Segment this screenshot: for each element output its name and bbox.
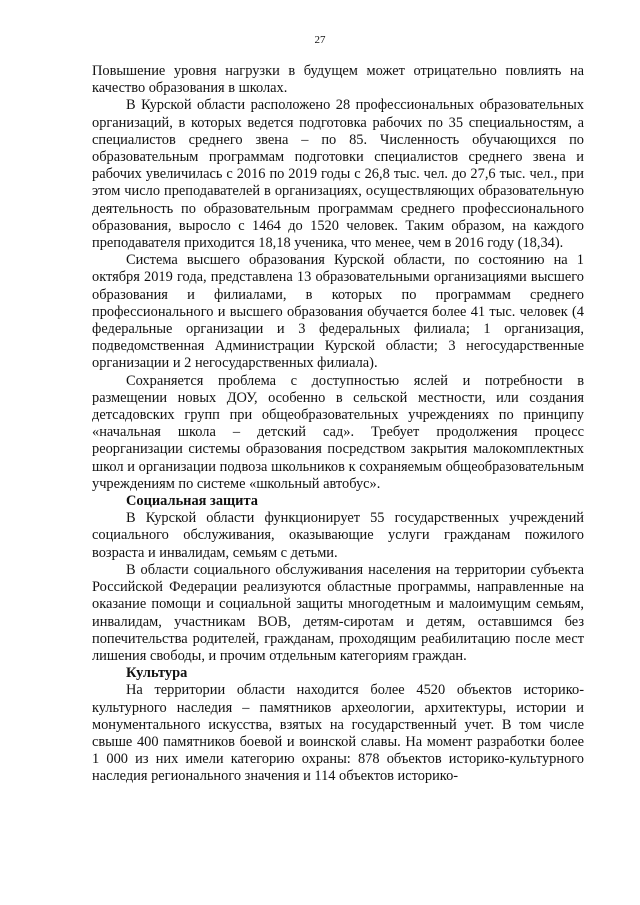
paragraph-education-load: Повышение уровня нагрузки в будущем может отрицательно повлиять на качество образования в школах. [92, 63, 584, 97]
paragraph-cultural-heritage: На территории области находится более 4520 объектов историко-культурного наследия – памятников археологии, архитектуры, истории и монументального искусства, взятых на государственный учет. В том числе свыше 400 памятников боевой и воинской славы. На момент разработки более 1 000 из них имели категорию охраны: 878 объектов историко-культурного наследия регионального значения и 114 объектов историко- [92, 682, 584, 785]
document-body [92, 63, 584, 786]
paragraph-social-programs: В области социального обслуживания населения на территории субъекта Российской Федерации реализуются областные программы, направленные на оказание помощи и социальной защиты многодетным и малоимущим семьям, инвалидам, участникам ВОВ, детям-сиротам и детям, оставшимся без попечительства родителей, гражданам, проходящим реабилитацию после мест лишения свободы, и прочим отдельным категориям граждан. [92, 561, 584, 664]
paragraph-higher-education: Система высшего образования Курской области, по состоянию на 1 октября 2019 года, представлена 13 образовательными организациями высшего образования и филиалами, в которых по программам среднего профессионального и высшего образования обучается более 41 тыс. человек (4 федеральные организации и 3 федеральных филиала; 1 организация, подведомственная Администрации Курской области; 3 негосударственные организации и 2 негосударственных филиала). [92, 252, 584, 372]
page-number: 27 [314, 34, 326, 46]
heading-culture: Культура [126, 665, 188, 682]
paragraph-social-institutions: В Курской области функционирует 55 государственных учреждений социального обслуживания, оказывающие услуги гражданам пожилого возраста и инвалидам, семьям с детьми. [92, 510, 584, 561]
heading-social-protection: Социальная защита [126, 493, 258, 510]
paragraph-vocational-education: В Курской области расположено 28 профессиональных образовательных организаций, в которых ведется подготовка рабочих по 35 специальностям, а специалистов среднего звена – по 85. Численность обучающихся по образовательным программам подготовки специалистов среднего звена и рабочих увеличилась с 2016 по 2019 годы с 26,8 тыс. чел. до 27,6 тыс. чел., при этом число преподавателей в организациях, осуществляющих образовательную деятельность по образовательным программам среднего профессионального образования, выросло с 1464 до 1520 человек. Таким образом, на каждого преподавателя приходится 18,18 ученика, что менее, чем в 2016 году (18,34). [92, 97, 584, 252]
paragraph-preschool-problem: Сохраняется проблема с доступностью яслей и потребности в размещении новых ДОУ, особенно в сельской местности, или создания детсадовских групп при общеобразовательных учреждениях по принципу «начальная школа – детский сад». Требует продолжения процесс реорганизации системы образования посредством закрытия малокомплектных школ и организации подвоза школьников к сохраняемым общеобразовательным учреждениям по системе «школьный автобус». [92, 372, 584, 492]
